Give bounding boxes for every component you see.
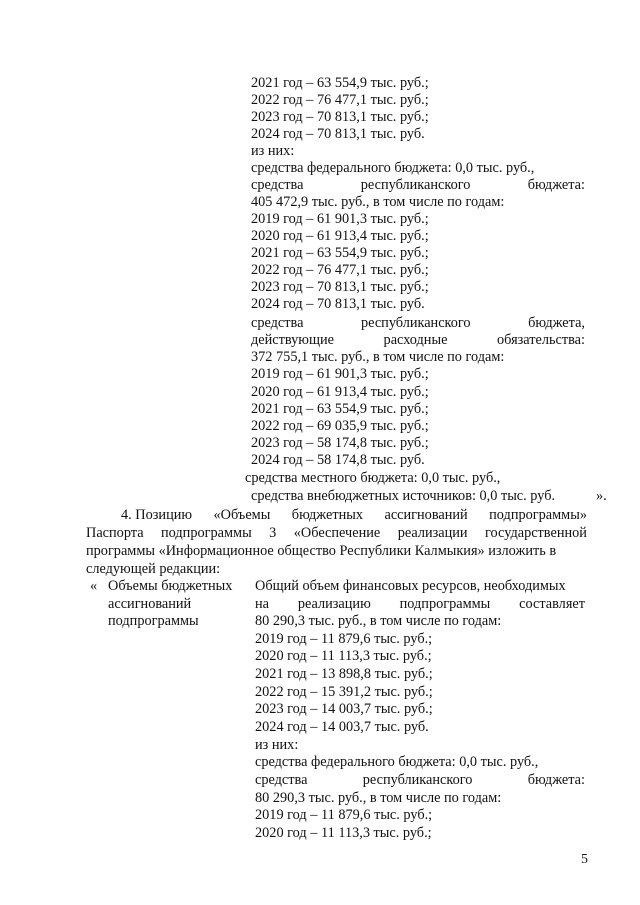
justified-line: средства республиканского бюджета, (251, 315, 585, 331)
text-line: 2020 год – 61 913,4 тыс. руб.; (251, 228, 429, 244)
text-line: 2020 год – 61 913,4 тыс. руб.; (251, 384, 429, 400)
label-line: Объемы бюджетных (108, 578, 233, 594)
text-line: 2019 год – 61 901,3 тыс. руб.; (251, 211, 429, 227)
text-line: 2023 год – 14 003,7 тыс. руб.; (255, 701, 433, 717)
text-line: 2023 год – 70 813,1 тыс. руб.; (251, 279, 429, 295)
text-line: 372 755,1 тыс. руб., в том числе по годам: (251, 349, 505, 365)
justified-line: действующие расходные обязательства: (251, 332, 585, 348)
text-line: 405 472,9 тыс. руб., в том числе по годам: (251, 194, 505, 210)
justified-line: на реализацию подпрограммы составляет (255, 596, 585, 612)
label-line: подпрограммы (108, 613, 199, 629)
text-line: 2021 год – 13 898,8 тыс. руб.; (255, 666, 433, 682)
text-line: средства внебюджетных источников: 0,0 тыс. руб. (251, 488, 556, 504)
text-line: 80 290,3 тыс. руб., в том числе по годам: (255, 790, 502, 806)
paragraph-line: 4. Позицию «Объемы бюджетных ассигнований подпрограммы» (121, 507, 587, 523)
paragraph-line: программы «Информационное общество Республики Калмыкия» изложить в (86, 543, 557, 559)
text-line: 2020 год – 11 113,3 тыс. руб.; (255, 648, 432, 664)
text-line: 2021 год – 63 554,9 тыс. руб.; (251, 401, 429, 417)
text-line: Общий объем финансовых ресурсов, необходимых (255, 578, 566, 594)
text-line: 2019 год – 61 901,3 тыс. руб.; (251, 366, 429, 382)
text-line: 80 290,3 тыс. руб., в том числе по годам: (255, 613, 502, 629)
text-line: 2024 год – 70 813,1 тыс. руб. (251, 296, 425, 312)
opening-quote: « (90, 578, 98, 594)
text-line: 2020 год – 11 113,3 тыс. руб.; (255, 825, 432, 841)
text-line: средства федерального бюджета: 0,0 тыс. руб., (251, 160, 535, 176)
page-number: 5 (581, 852, 588, 867)
text-line: 2022 год – 76 477,1 тыс. руб.; (251, 262, 429, 278)
text-line: 2024 год – 14 003,7 тыс. руб. (255, 719, 429, 735)
text-line: 2024 год – 70 813,1 тыс. руб. (251, 126, 425, 142)
text-line: средства федерального бюджета: 0,0 тыс. руб., (255, 754, 539, 770)
text-line: 2024 год – 58 174,8 тыс. руб. (251, 452, 425, 468)
closing-quote: ». (596, 488, 607, 504)
justified-line: средства республиканского бюджета: (251, 177, 585, 193)
text-line: средства местного бюджета: 0,0 тыс. руб., (245, 470, 501, 486)
justified-line: средства республиканского бюджета: (255, 772, 585, 788)
text-line: из них: (251, 143, 295, 159)
text-line: 2022 год – 69 035,9 тыс. руб.; (251, 418, 429, 434)
text-line: из них: (255, 737, 299, 753)
text-line: 2019 год – 11 879,6 тыс. руб.; (255, 807, 433, 823)
text-line: 2023 год – 58 174,8 тыс. руб.; (251, 435, 429, 451)
text-line: 2021 год – 63 554,9 тыс. руб.; (251, 245, 429, 261)
label-line: ассигнований (108, 596, 192, 612)
text-line: 2022 год – 15 391,2 тыс. руб.; (255, 684, 433, 700)
paragraph-line: Паспорта подпрограммы 3 «Обеспечение реализации государственной (86, 525, 587, 541)
text-line: 2021 год – 63 554,9 тыс. руб.; (251, 75, 429, 91)
paragraph-line: следующей редакции: (86, 561, 221, 577)
text-line: 2019 год – 11 879,6 тыс. руб.; (255, 631, 433, 647)
text-line: 2022 год – 76 477,1 тыс. руб.; (251, 92, 429, 108)
text-line: 2023 год – 70 813,1 тыс. руб.; (251, 109, 429, 125)
